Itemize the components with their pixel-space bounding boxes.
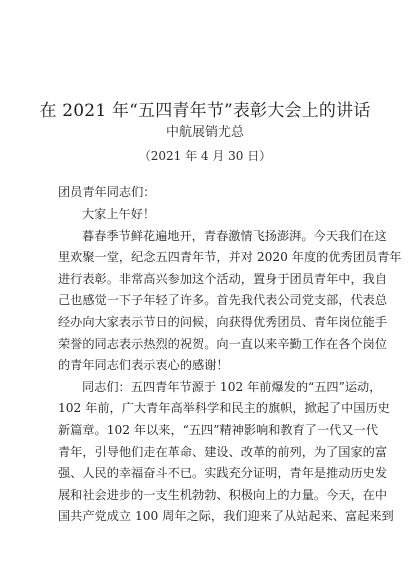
body-line: 荣誉的同志表示热烈的祝贺。向一直以来辛勤工作在各个岗位: [58, 336, 388, 351]
body-line: 展和社会进步的一支生机勃勃、积极向上的力量。今天，在中: [58, 487, 388, 502]
body-line: 的青年同志们表示衷心的感谢！: [58, 358, 229, 373]
body-line: 新篇章。102 年以来，“五四”精神影响和教育了一代又一代: [58, 422, 378, 437]
body-line: 暮春季节鲜花遍地开，青春激情飞扬澎湃。今天我们在这: [82, 228, 387, 243]
paragraph-lines: [58, 204, 402, 528]
document-date: （2021 年 4 月 30 日）: [138, 149, 272, 163]
body-line: 青年，引导他们走在革命、建设、改革的前列，为了国家的富: [58, 444, 388, 459]
document-body: [58, 182, 402, 528]
body-line: 经办向大家表示节日的问候，向获得优秀团员、青年岗位能手: [58, 314, 388, 329]
document-title: 在 2021 年“五四青年节”表彰大会上的讲话: [39, 101, 371, 121]
body-line: 同志们：五四青年节源于 102 年前爆发的“五四”运动，: [82, 379, 382, 394]
body-line: 大家上午好！: [82, 207, 156, 221]
body-line: 国共产党成立 100 周年之际，我们迎来了从站起来、富起来到: [58, 509, 394, 524]
body-line: 里欢聚一堂，纪念五四青年节，并对 2020 年度的优秀团员青年: [58, 250, 402, 265]
body-line: 102 年前，广大青年高举科学和民主的旗帜，掀起了中国历史: [58, 401, 390, 416]
salutation: 团员青年同志们：: [58, 185, 156, 199]
body-line: 强、人民的幸福奋斗不已。实践充分证明，青年是推动历史发: [58, 466, 388, 481]
body-line: 己也感觉一下子年轻了许多。首先我代表公司党支部，代表总: [58, 293, 388, 308]
document-author: 中航展销尤总: [165, 125, 244, 140]
body-line: 进行表彰。非常高兴参加这个活动，置身于团员青年中，我自: [58, 271, 388, 286]
